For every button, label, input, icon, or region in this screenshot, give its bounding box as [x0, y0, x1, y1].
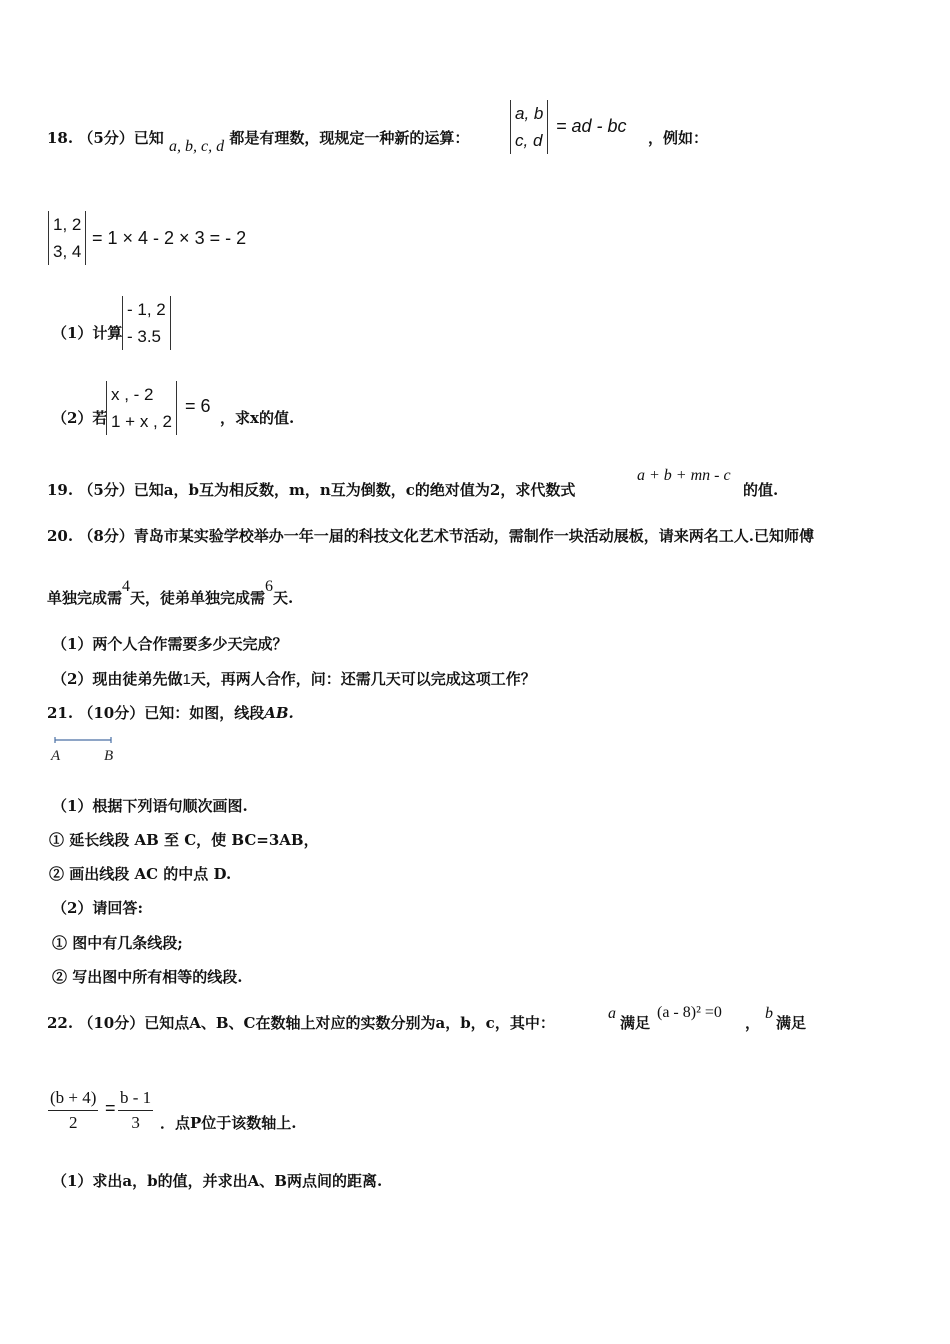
q19-expression: a + b + mn - c [637, 467, 731, 484]
q18-p1-row1: - 1, 2 [127, 300, 166, 319]
q18-part2-rhs: = 6 [185, 396, 211, 416]
q20-days-master: 4 [122, 578, 131, 595]
q20-days-apprentice: 6 [265, 578, 274, 595]
q18-part2-tail: ，求x的值. [220, 409, 295, 427]
q18-part2-label: （2）若 [52, 409, 108, 427]
q19-line [47, 480, 575, 500]
q22-number: 22. [47, 1014, 74, 1032]
q20-line1 [47, 526, 814, 546]
q21-part2: （2）请回答: [52, 899, 143, 917]
q18-p2-row2: 1 + x , 2 [111, 412, 172, 431]
q20-part2 [52, 669, 536, 690]
q18-def-row2: c, d [515, 131, 543, 150]
q22-equals: = [105, 1098, 116, 1118]
q19-tail: 的值. [743, 481, 779, 499]
point-a-label: A [51, 748, 61, 764]
q22-mid1: 满足 [620, 1014, 651, 1032]
q18-part2-determinant [106, 381, 177, 435]
q22-fraction-right [118, 1086, 153, 1135]
point-b-label: B [104, 748, 114, 764]
q18-number: 18. [47, 129, 74, 147]
q22-var-a: a [608, 1005, 616, 1022]
segment-ab-figure [48, 734, 128, 768]
q22-condition-a: (a - 8)² =0 [657, 1004, 722, 1021]
q22-fraction-left [48, 1086, 98, 1135]
q18-text1: 都是有理数，现规定一种新的运算： [229, 129, 470, 147]
q22-part1: （1）求出a，b的值，并求出A、B两点间的距离. [52, 1172, 383, 1190]
q20-part1: （1）两个人合作需要多少天完成？ [52, 635, 288, 653]
q22-text: （10分）已知点A、B、C在数轴上对应的实数分别为a，b，c，其中： [78, 1014, 555, 1032]
q22-comma: ， [745, 1014, 761, 1032]
q21-question2: ② 写出图中所有相等的线段. [52, 968, 243, 986]
q20-line2-c: 天. [273, 589, 294, 607]
q20-line2-b: 天，徒弟单独完成需 [130, 589, 266, 607]
q21-segment: AB. [264, 704, 294, 722]
q22-mid2: 满足 [776, 1014, 807, 1032]
q18-part1-determinant [122, 296, 171, 350]
q20-part2-a: （2）现由徒弟先做 [52, 670, 183, 688]
q21-line1 [47, 703, 294, 723]
q18-part1-label: （1）计算 [52, 324, 123, 342]
q22-line1 [47, 1013, 555, 1033]
q20-text: （8分）青岛市某实验学校举办一年一届的科技文化艺术节活动，需制作一块活动展板，请来两名工人.已知师傅 [78, 527, 815, 545]
q19-number: 19. [47, 481, 74, 499]
frac-right-numerator: b - 1 [118, 1086, 153, 1111]
q18-ex-row1: 1, 2 [53, 215, 82, 234]
frac-left-denominator: 2 [68, 1113, 78, 1132]
q18-definition-determinant [510, 100, 548, 154]
q18-p1-row2: - 3.5 [127, 327, 162, 346]
q20-number: 20. [47, 527, 74, 545]
q21-text: （10分）已知：如图，线段 [78, 704, 265, 722]
q18-line1 [47, 128, 470, 155]
q22-var-b: b [765, 1005, 773, 1022]
q21-part1: （1）根据下列语句顺次画图. [52, 797, 248, 815]
q20-line2 [47, 578, 294, 609]
q18-points: （5分）已知 [78, 129, 164, 147]
q18-example-determinant [48, 211, 86, 265]
q21-step2: ② 画出线段 AC 的中点 D. [49, 865, 232, 883]
q21-number: 21. [47, 704, 74, 722]
q18-def-row1: a, b [515, 104, 544, 123]
q18-text2: ，例如： [648, 129, 709, 147]
q20-part2-b: 天，再两人合作，问：还需几天可以完成这项工作？ [190, 670, 536, 688]
q20-line2-a: 单独完成需 [47, 589, 123, 607]
q21-question1: ① 图中有几条线段; [52, 934, 183, 952]
frac-right-denominator: 3 [131, 1113, 140, 1132]
q18-ex-row2: 3, 4 [53, 242, 82, 261]
q21-step1: ① 延长线段 AB 至 C，使 BC=3AB， [49, 831, 319, 849]
q18-p2-row1: x , - 2 [111, 385, 154, 404]
q19-text: （5分）已知a，b互为相反数，m，n互为倒数，c的绝对值为2，求代数式 [78, 481, 576, 499]
q18-example-rhs: = 1 × 4 - 2 × 3 = - 2 [92, 228, 247, 248]
q20-part2-num: 1 [182, 671, 191, 688]
frac-left-numerator: (b + 4) [48, 1086, 98, 1111]
q18-def-rhs: = ad - bc [556, 116, 627, 136]
q18-vars: a, b, c, d [169, 138, 225, 155]
q22-line2-tail: ．点P位于该数轴上. [160, 1114, 297, 1132]
